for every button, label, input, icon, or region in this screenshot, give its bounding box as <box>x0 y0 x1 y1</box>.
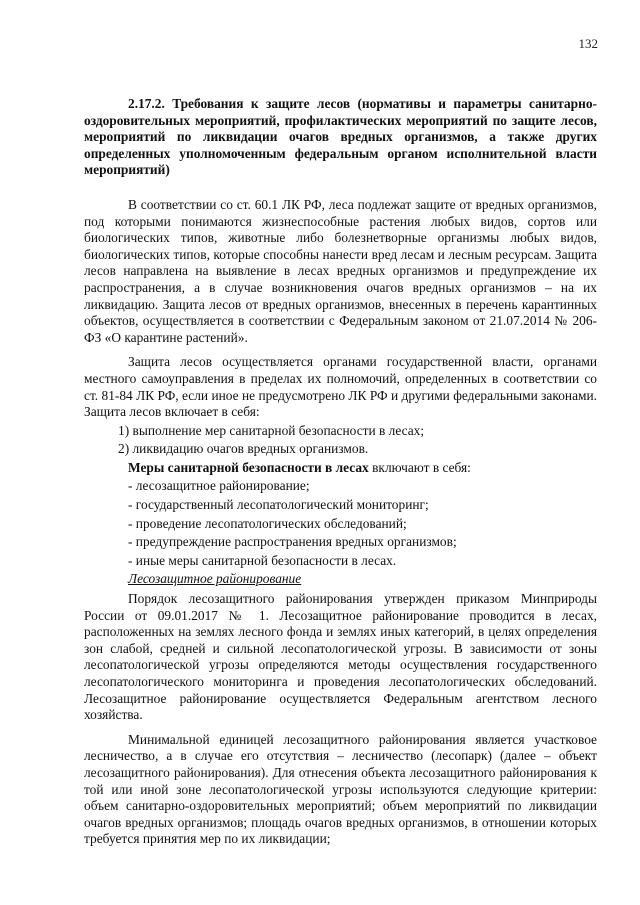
list-item: - государственный лесопатологический мониторинг; <box>128 497 429 513</box>
subheading-forest-zoning: Лесозащитное районирование <box>128 571 302 587</box>
list-item: - лесозащитное районирование; <box>128 478 310 494</box>
paragraph-legal-basis: В соответствии со ст. 60.1 ЛК РФ, леса подлежат защите от вредных организмов, под которыми понимаются жизнеспособные растения любых видов, сортов или биологических типов, животные либо болезнетворные организмы любых видов, биологических типов, которые способны нанести вред лесам и лесным ресурсам. Защита лесов направлена на выявление в лесах вредных организмов и предупреждение их распространения, а в случае возникновения очагов вредных организмов – на их ликвидацию. Защита лесов от вредных организмов, внесенных в перечень карантинных объектов, осуществляется в соответствии с Федеральным законом от 21.07.2014 № 206-ФЗ «О карантине растений». <box>84 196 597 345</box>
paragraph-zoning-procedure: Порядок лесозащитного районирования утвержден приказом Минприроды России от 09.01.2017 № 1. Лесозащитное районирование проводится в лесах, расположенных на землях лесного фонда и землях иных категорий, в целях определения зон слабой, средней и сильной лесопатологической угрозы. В зависимости от зоны лесопатологической угрозы определяются методы осуществления государственного лесопатологического мониторинга и проведения лесопатологических обследований. Лесозащитное районирование осуществляется Федеральным агентством лесного хозяйства. <box>84 591 597 723</box>
list-item: - иные меры санитарной безопасности в лесах. <box>128 552 397 568</box>
page-number: 132 <box>578 36 598 51</box>
measures-lead-bold: Меры санитарной безопасности в лесах <box>128 459 369 475</box>
list-item: 1) выполнение мер санитарной безопасности в лесах; <box>118 422 425 438</box>
list-item: 2) ликвидацию очагов вредных организмов. <box>118 441 369 457</box>
list-item: - проведение лесопатологических обследований; <box>128 515 407 531</box>
section-heading: 2.17.2. Требования к защите лесов (нормативы и параметры санитарно-оздоровительных мероприятий, профилактических мероприятий по защите лесов, мероприятий по ликвидации очагов вредных организмов, а также других определенных уполномоченным федеральным органом исполнительной власти мероприятий) <box>84 96 597 178</box>
paragraph-zoning-unit: Минимальной единицей лесозащитного районирования является участковое лесничество, а в случае его отсутствия – лесничество (лесопарк) (далее – объект лесозащитного районирования). Для отнесения объекта лесозащитного районирования к той или иной зоне лесопатологической угрозы используются следующие критерии: объем санитарно-оздоровительных мероприятий; объем мероприятий по ликвидации очагов вредных организмов; площадь очагов вредных организмов, в отношении которых требуется принятия мер по их ликвидации; <box>84 731 597 847</box>
measures-lead <box>84 460 597 477</box>
document-body <box>84 96 597 850</box>
paragraph-protection-authorities: Защита лесов осуществляется органами государственной власти, органами местного самоуправления в пределах их полномочий, определенных в соответствии со ст. 81-84 ЛК РФ, если иное не предусмотрено ЛК РФ и другими федеральными законами. Защита лесов включает в себя: <box>84 354 597 420</box>
list-item: - предупреждение распространения вредных организмов; <box>128 534 457 550</box>
measures-lead-rest: включают в себя: <box>368 459 471 475</box>
